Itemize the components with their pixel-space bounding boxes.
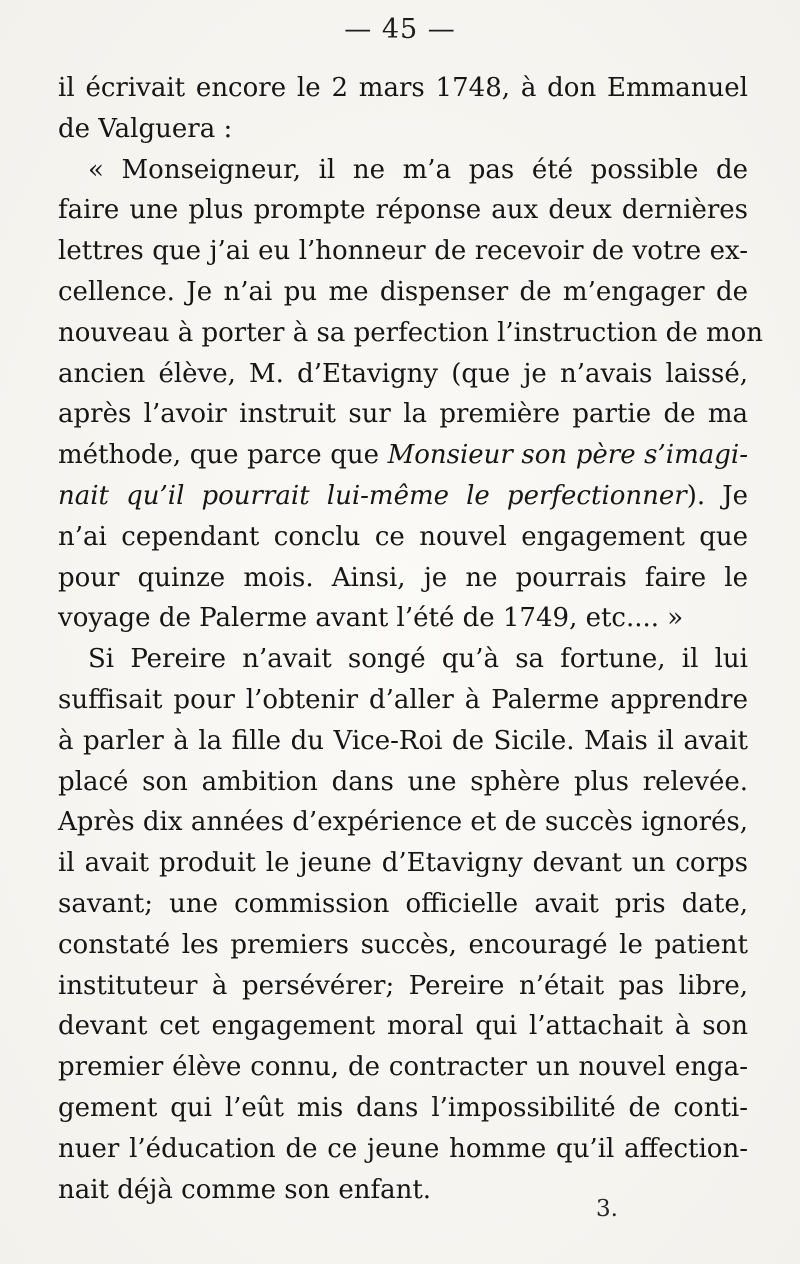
text-line: pour quinze mois. Ainsi, je ne pourrais faire le (58, 562, 748, 593)
text-line: devant cet engagement moral qui l’attachait à son (58, 1011, 748, 1042)
text-span: ). Je (686, 480, 749, 511)
text-line: il avait produit le jeune d’Etavigny devant un corps (58, 848, 748, 879)
body-text (58, 68, 764, 1210)
text-line: il écrivait encore le 2 mars 1748, à don Emmanuel (58, 73, 748, 103)
text-line: nait déjà comme son enfant. (58, 1174, 432, 1205)
text-line: Si Pereire n’avait songé qu’à sa fortune, il lui (88, 644, 748, 675)
text-line: lettres que j’ai eu l’honneur de recevoir de votre ex- (58, 236, 748, 267)
text-line: premier élève connu, de contracter un nouvel enga- (58, 1052, 748, 1083)
signature-mark: 3. (596, 1196, 618, 1222)
page-number: — 45 — (344, 14, 456, 45)
text-line: nuer l’éducation de ce jeune homme qu’il affection- (58, 1133, 748, 1164)
text-line-mixed (58, 435, 748, 476)
text-line: constaté les premiers succès, encouragé le patient (58, 929, 748, 960)
text-line: cellence. Je n’ai pu me dispenser de m’engager de (58, 276, 748, 307)
text-line: n’ai cependant conclu ce nouvel engagement que (58, 521, 748, 552)
text-line: à parler à la fille du Vice-Roi de Sicile. Mais il avait (58, 725, 748, 756)
text-line: gement qui l’eût mis dans l’impossibilité de conti- (58, 1092, 748, 1123)
text-line: placé son ambition dans une sphère plus relevée. (58, 766, 748, 797)
text-line: savant; une commission officielle avait pris date, (58, 888, 748, 919)
text-line: Après dix années d’expérience et de succès ignorés, (58, 807, 748, 838)
text-span: méthode, que parce que (58, 440, 388, 471)
text-line: nouveau à porter à sa perfection l’instruction de mon (58, 317, 764, 348)
text-line: après l’avoir instruit sur la première partie de ma (58, 399, 748, 430)
italic-span: nait qu’il pourrait lui-même le perfectionner (58, 480, 687, 511)
text-line: « Monseigneur, il ne m’a pas été possible de (88, 154, 748, 185)
text-line: instituteur à persévérer; Pereire n’était pas libre, (58, 970, 748, 1001)
text-line: ancien élève, M. d’Etavigny (que je n’avais laissé, (58, 358, 748, 389)
text-line-mixed (58, 476, 748, 517)
italic-span: Monsieur son père s’imagi- (387, 440, 748, 471)
text-line: faire une plus prompte réponse aux deux dernières (58, 195, 748, 226)
text-line: de Valguera : (58, 113, 233, 144)
text-line: voyage de Palerme avant l’été de 1749, etc.... » (58, 603, 684, 634)
text-line: suffisait pour l’obtenir d’aller à Palerme apprendre (58, 684, 748, 715)
